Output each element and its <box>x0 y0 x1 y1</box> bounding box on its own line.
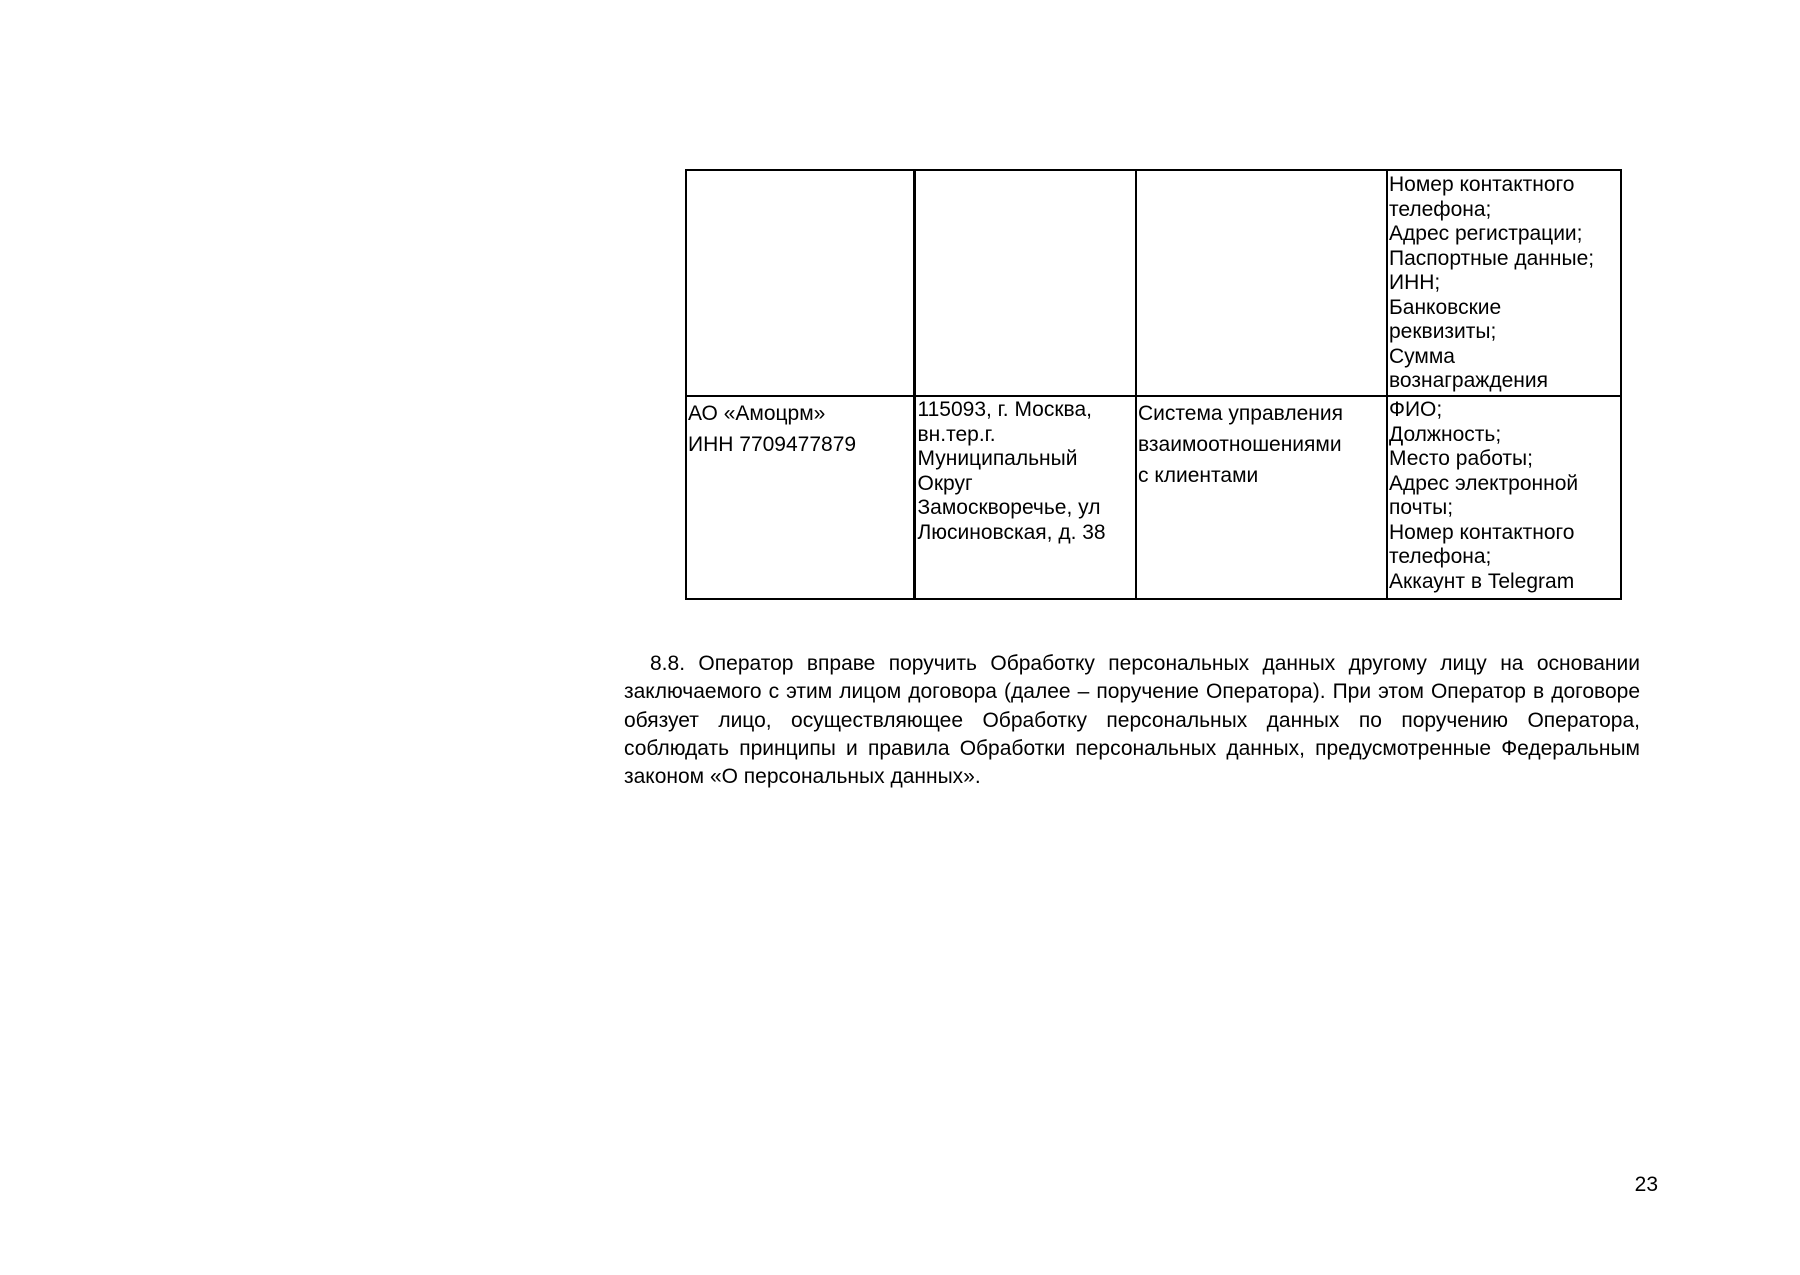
address-cell <box>914 396 1136 599</box>
data-item: почты; <box>1389 496 1454 519</box>
table-row <box>686 396 1621 599</box>
clause-8-8-paragraph: 8.8. Оператор вправе поручить Обработку персональных данных другому лицу на основании заключаемого с этим лицом договора (далее – поручение Оператора). При этом Оператор в договоре обязует лицо, осуществляющее Обработку персональных данных по поручению Оператора, соблюдать принципы и правила Обработки персональных данных, предусмотренные Федеральным законом «О персональных данных». <box>624 652 1640 789</box>
purpose-cell <box>1136 170 1387 396</box>
data-item: Номер контактного <box>1389 520 1575 544</box>
address-line: вн.тер.г. <box>917 422 996 446</box>
data-item: Адрес электронной <box>1389 471 1579 495</box>
data-item: телефона; <box>1389 545 1492 568</box>
data-item: телефона; <box>1389 197 1492 221</box>
page-number: 23 <box>1634 1173 1658 1196</box>
address-line: Муниципальный <box>917 447 1078 470</box>
purpose-line: Система управления <box>1138 402 1343 425</box>
address-line: Округ <box>917 471 973 495</box>
data-list-cell <box>1387 396 1621 599</box>
data-item: Место работы; <box>1389 447 1533 470</box>
data-item: Паспортные данные; <box>1389 246 1595 270</box>
address-cell <box>914 170 1136 396</box>
data-list-cell <box>1387 170 1621 396</box>
organization-inn: ИНН 7709477879 <box>688 433 857 456</box>
purpose-line: с клиентами <box>1138 464 1259 487</box>
organization-cell <box>686 170 914 396</box>
data-item: Банковские <box>1389 295 1502 319</box>
address-line: 115093, г. Москва, <box>917 398 1092 421</box>
purpose-line: взаимоотношениями <box>1138 433 1342 456</box>
organization-cell <box>686 396 914 599</box>
processors-table <box>685 169 1622 600</box>
address-line: Люсиновская, д. 38 <box>917 520 1106 544</box>
data-item: Аккаунт в Telegram <box>1389 569 1575 593</box>
data-item: Адрес регистрации; <box>1389 222 1583 245</box>
address-line: Замоскворечье, ул <box>917 496 1101 519</box>
data-item: Сумма <box>1389 344 1455 368</box>
organization-name: АО «Амоцрм» <box>688 402 826 425</box>
data-item: реквизиты; <box>1389 320 1497 343</box>
data-item: ФИО; <box>1389 398 1443 421</box>
data-item: Номер контактного <box>1389 173 1575 196</box>
data-item: ИНН; <box>1389 271 1441 294</box>
data-item: Должность; <box>1389 422 1502 446</box>
table-row <box>686 170 1621 396</box>
data-item: вознаграждения <box>1389 369 1548 392</box>
purpose-cell <box>1136 396 1387 599</box>
